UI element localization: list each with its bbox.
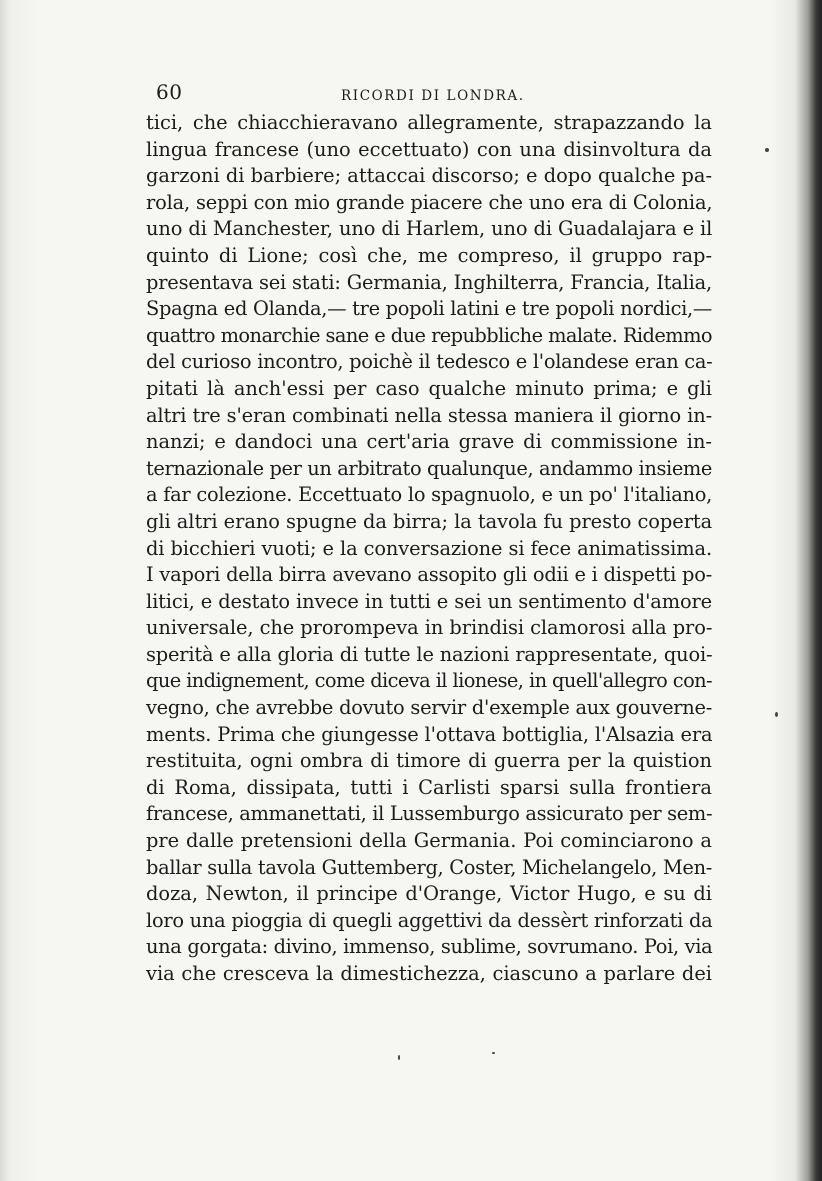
- text-line: que indignement, come diceva il lionese, in quell'allegro con-: [146, 669, 712, 693]
- text-line: garzoni di barbiere; attaccai discorso; e dopo qualche pa-: [146, 164, 712, 188]
- text-line: rola, seppi con mio grande piacere che uno era di Colonia,: [146, 190, 713, 214]
- text-line: litici, e destato invece in tutti e sei un sentimento d'amore: [146, 589, 712, 613]
- running-head: [156, 80, 716, 110]
- text-line: Spagna ed Olanda,— tre popoli latini e tre popoli nordici,—: [146, 297, 712, 321]
- scan-speck: [398, 1055, 400, 1060]
- text-line: pitati là anch'essi per caso qualche minuto prima; e gli: [146, 376, 712, 400]
- scan-speck: [492, 1052, 495, 1054]
- text-line: pre dalle pretensioni della Germania. Poi cominciarono a: [146, 829, 712, 853]
- page-number: 60: [156, 80, 183, 104]
- text-line: ments. Prima che giungesse l'ottava bottiglia, l'Alsazia era: [146, 722, 713, 746]
- text-line: gli altri erano spugne da birra; la tavola fu presto coperta: [146, 509, 713, 533]
- text-line: doza, Newton, il principe d'Orange, Victor Hugo, e su di: [146, 882, 712, 906]
- text-line: uno di Manchester, uno di Harlem, uno di Guadalajara e il: [146, 217, 713, 241]
- text-line: via che cresceva la dimestichezza, ciascuno a parlare dei: [146, 962, 712, 985]
- text-line: quinto di Lione; così che, me compreso, il gruppo rap-: [146, 243, 712, 267]
- text-line: altri tre s'eran combinati nella stessa maniera il giorno in-: [146, 403, 712, 427]
- text-line: una gorgata: divino, immenso, sublime, sovrumano. Poi, via: [146, 935, 713, 959]
- text-line: restituita, ogni ombra di timore di guerra per la quistion: [146, 749, 712, 773]
- text-line: di Roma, dissipata, tutti i Carlisti sparsi sulla frontiera: [146, 775, 712, 799]
- text-line: ternazionale per un arbitrato qualunque, andammo insieme: [146, 456, 712, 480]
- text-line: universale, che prorompeva in brindisi clamorosi alla pro-: [146, 616, 713, 640]
- text-line: vegno, che avrebbe dovuto servir d'exemple aux gouverne-: [146, 696, 712, 720]
- text-line: lingua francese (uno eccettuato) con una disinvoltura da: [146, 137, 712, 161]
- text-line: I vapori della birra avevano assopito gli odii e i dispetti po-: [146, 563, 712, 587]
- text-line: quattro monarchie sane e due repubbliche malate. Ridemmo: [146, 323, 712, 347]
- running-title: RICORDI DI LONDRA.: [341, 88, 525, 104]
- text-line: sperità e alla gloria di tutte le nazioni rappresentate, quoi-: [146, 642, 713, 666]
- text-line: a far colezione. Eccettuato lo spagnuolo, e un po' l'italiano,: [146, 483, 713, 507]
- text-line: presentava sei stati: Germania, Inghilterra, Francia, Italia,: [146, 270, 712, 294]
- scan-speck: [775, 712, 778, 717]
- text-line: di bicchieri vuoti; e la conversazione si fece animatissima.: [146, 536, 712, 560]
- text-line: tici, che chiacchieravano allegramente, strapazzando la: [146, 111, 712, 134]
- text-line: ballar sulla tavola Guttemberg, Coster, Michelangelo, Men-: [146, 855, 712, 879]
- body-text: [146, 110, 712, 988]
- text-line: del curioso incontro, poichè il tedesco e l'olandese eran ca-: [146, 350, 713, 374]
- text-line: francese, ammanettati, il Lussemburgo assicurato per sem-: [146, 802, 713, 826]
- text-line: loro una pioggia di quegli aggettivi da dessèrt rinforzati da: [146, 908, 713, 932]
- text-line: nanzi; e dandoci una cert'aria grave di commissione in-: [146, 430, 712, 454]
- scan-speck: [765, 148, 769, 152]
